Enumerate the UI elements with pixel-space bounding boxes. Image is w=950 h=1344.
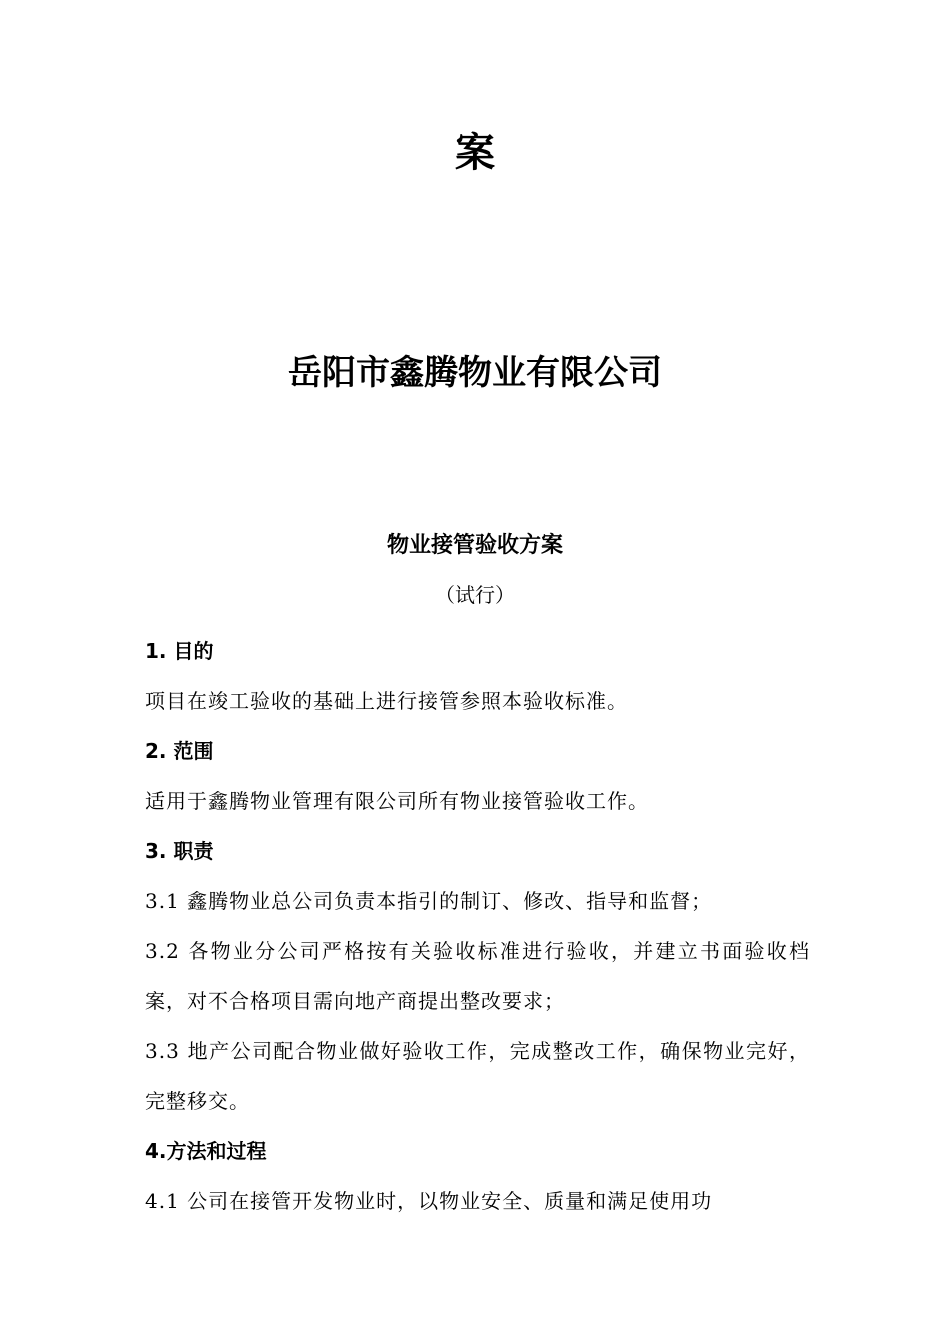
- section-paragraph: 3.3 地产公司配合物业做好验收工作，完成整改工作，确保物业完好，完整移交。: [145, 1039, 810, 1113]
- company-name: 岳阳市鑫腾物业有限公司: [288, 353, 662, 393]
- document-body: [145, 626, 810, 1226]
- document-title: 物业接管验收方案: [386, 533, 563, 558]
- section-heading-scope: 2. 范围: [145, 739, 214, 763]
- section-paragraph: 4.1 公司在接管开发物业时，以物业安全、质量和满足使用功: [145, 1189, 713, 1213]
- cover-heading-fragment: 案: [455, 130, 495, 176]
- section-paragraph: 3.2 各物业分公司严格按有关验收标准进行验收，并建立书面验收档案，对不合格项目需向地产商提出整改要求；: [145, 939, 810, 1013]
- section-paragraph: 项目在竣工验收的基础上进行接管参照本验收标准。: [145, 689, 628, 713]
- section-heading-methods: 4.方法和过程: [145, 1139, 267, 1163]
- section-paragraph: 适用于鑫腾物业管理有限公司所有物业接管验收工作。: [145, 789, 649, 813]
- section-heading-responsibilities: 3. 职责: [145, 839, 214, 863]
- document-subtitle: （试行）: [435, 583, 515, 607]
- section-paragraph: 3.1 鑫腾物业总公司负责本指引的制订、修改、指导和监督；: [145, 889, 713, 913]
- section-heading-purpose: 1. 目的: [145, 639, 214, 663]
